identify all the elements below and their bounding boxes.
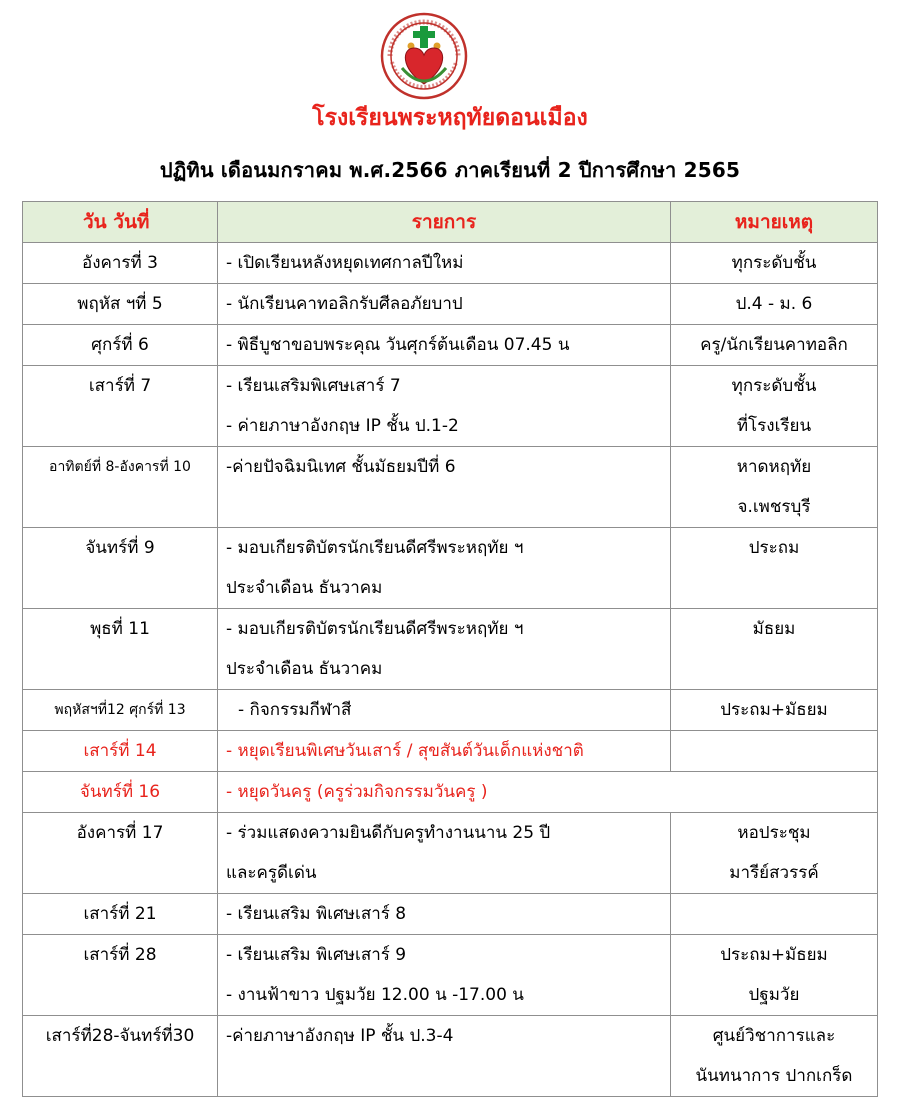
note-text: ปฐมวัย	[748, 985, 800, 1005]
table-row	[23, 447, 878, 528]
item-text: - เรียนเสริมพิเศษเสาร์ 7	[226, 376, 401, 396]
date-cell	[23, 325, 218, 366]
table-row	[23, 528, 878, 609]
date-text: ศุกร์ที่ 6	[91, 335, 149, 355]
item-text: - เรียนเสริม พิเศษเสาร์ 8	[226, 904, 407, 924]
date-text: เสาร์ที่ 7	[88, 376, 152, 396]
header-date: วัน วันที่	[23, 202, 218, 243]
item-text: - ค่ายภาษาอังกฤษ IP ชั้น ป.1-2	[226, 416, 459, 436]
date-cell	[23, 731, 218, 772]
date-cell	[23, 772, 218, 813]
item-text: - เรียนเสริม พิเศษเสาร์ 9	[226, 945, 407, 965]
date-cell	[23, 284, 218, 325]
items-cell	[218, 366, 671, 447]
table-row	[23, 284, 878, 325]
table-row	[23, 243, 878, 284]
date-cell	[23, 243, 218, 284]
items-cell	[218, 609, 671, 690]
note-cell	[671, 609, 878, 690]
calendar-table	[22, 201, 878, 1097]
school-name: โรงเรียนพระหฤทัยดอนเมือง	[312, 105, 588, 131]
item-text: ประจำเดือน ธันวาคม	[226, 659, 383, 679]
items-cell	[218, 772, 878, 813]
items-cell	[218, 894, 671, 935]
items-cell	[218, 447, 671, 528]
date-cell	[23, 447, 218, 528]
date-text: เสาร์ที่ 28	[83, 945, 157, 965]
note-cell	[671, 528, 878, 609]
note-cell	[671, 894, 878, 935]
note-cell	[671, 447, 878, 528]
note-cell	[671, 935, 878, 1016]
date-text: จันทร์ที่ 9	[85, 538, 155, 558]
note-text: มารีย์สวรรค์	[729, 863, 819, 883]
note-cell	[671, 243, 878, 284]
date-text: พฤหัสฯที่12 ศุกร์ที่ 13	[54, 702, 186, 718]
note-text: ป.4 - ม. 6	[735, 294, 813, 314]
note-empty	[671, 731, 877, 771]
note-cell	[671, 366, 878, 447]
date-text: เสาร์ที่28-จันทร์ที่30	[45, 1026, 195, 1046]
note-text: จ.เพชรบุรี	[737, 497, 811, 517]
note-cell	[671, 325, 878, 366]
header-note: หมายเหตุ	[671, 202, 878, 243]
items-cell	[218, 1016, 671, 1097]
note-cell	[671, 690, 878, 731]
note-empty	[671, 894, 877, 934]
item-text: - กิจกรรมกีฬาสี	[238, 700, 352, 720]
date-cell	[23, 528, 218, 609]
note-text: ครู/นักเรียนคาทอลิก	[700, 335, 848, 355]
table-row	[23, 894, 878, 935]
date-text: พฤหัส ฯที่ 5	[77, 294, 163, 314]
table-row-holiday	[23, 772, 878, 813]
table-row	[23, 366, 878, 447]
header-row	[23, 202, 878, 243]
calendar-subtitle: ปฏิทิน เดือนมกราคม พ.ศ.2566 ภาคเรียนที่ 2 ปีการศึกษา 2565	[159, 158, 741, 182]
item-text: - นักเรียนคาทอลิกรับศีลอภัยบาป	[226, 294, 463, 314]
items-cell	[218, 813, 671, 894]
items-cell	[218, 243, 671, 284]
note-cell	[671, 731, 878, 772]
school-crest-heart-icon	[380, 12, 468, 100]
header-items: รายการ	[218, 202, 671, 243]
note-cell	[671, 813, 878, 894]
items-cell	[218, 731, 671, 772]
note-text: ประถม	[748, 538, 800, 558]
date-cell	[23, 609, 218, 690]
date-text: เสาร์ที่ 21	[83, 904, 157, 924]
table-row	[23, 813, 878, 894]
table-row	[23, 609, 878, 690]
note-text: หอประชุม	[737, 823, 811, 843]
date-text: จันทร์ที่ 16	[79, 782, 161, 802]
note-text: มัธยม	[752, 619, 796, 639]
note-cell	[671, 1016, 878, 1097]
table-row	[23, 325, 878, 366]
note-text: ที่โรงเรียน	[736, 416, 812, 436]
item-text: - งานฟ้าขาว ปฐมวัย 12.00 น -17.00 น	[226, 985, 524, 1005]
table-row	[23, 1016, 878, 1097]
date-text: อังคารที่ 3	[82, 253, 158, 273]
date-text: อังคารที่ 17	[76, 823, 164, 843]
item-text: - มอบเกียรติบัตรนักเรียนดีศรีพระหฤทัย ฯ	[226, 538, 524, 558]
item-text: - มอบเกียรติบัตรนักเรียนดีศรีพระหฤทัย ฯ	[226, 619, 524, 639]
item-text: -ค่ายภาษาอังกฤษ IP ชั้น ป.3-4	[226, 1026, 454, 1046]
items-cell	[218, 690, 671, 731]
item-text: - หยุดวันครู (ครูร่วมกิจกรรมวันครู )	[226, 782, 488, 802]
item-text: - ร่วมแสดงความยินดีกับครูทำงานนาน 25 ปี	[226, 823, 551, 843]
table-row	[23, 935, 878, 1016]
items-cell	[218, 528, 671, 609]
date-text: เสาร์ที่ 14	[83, 741, 157, 761]
item-text: - พิธีบูชาขอบพระคุณ วันศุกร์ต้นเดือน 07.45 น	[226, 335, 570, 355]
date-cell	[23, 366, 218, 447]
note-text: นันทนาการ ปากเกร็ด	[695, 1066, 853, 1086]
date-text: พุธที่ 11	[90, 619, 150, 639]
item-text: -ค่ายปัจฉิมนิเทศ ชั้นมัธยมปีที่ 6	[226, 457, 456, 477]
date-cell	[23, 1016, 218, 1097]
date-cell	[23, 690, 218, 731]
note-text: ประถม+มัธยม	[720, 700, 828, 720]
items-cell	[218, 284, 671, 325]
items-cell	[218, 935, 671, 1016]
note-text: ประถม+มัธยม	[720, 945, 828, 965]
date-text: อาทิตย์ที่ 8-อังคารที่ 10	[49, 459, 191, 475]
item-text: - เปิดเรียนหลังหยุดเทศกาลปีใหม่	[226, 253, 464, 273]
table-row	[23, 690, 878, 731]
date-cell	[23, 813, 218, 894]
item-text: และครูดีเด่น	[226, 863, 317, 883]
items-cell	[218, 325, 671, 366]
note-text: ทุกระดับชั้น	[731, 376, 817, 396]
item-text: ประจำเดือน ธันวาคม	[226, 578, 383, 598]
item-text: - หยุดเรียนพิเศษวันเสาร์ / สุขสันต์วันเด็กแห่งชาติ	[226, 741, 584, 761]
note-text: ศูนย์วิชาการและ	[712, 1026, 836, 1046]
table-row-holiday	[23, 731, 878, 772]
note-text: ทุกระดับชั้น	[731, 253, 817, 273]
note-cell	[671, 284, 878, 325]
note-text: หาดหฤทัย	[736, 457, 812, 477]
date-cell	[23, 935, 218, 1016]
date-cell	[23, 894, 218, 935]
